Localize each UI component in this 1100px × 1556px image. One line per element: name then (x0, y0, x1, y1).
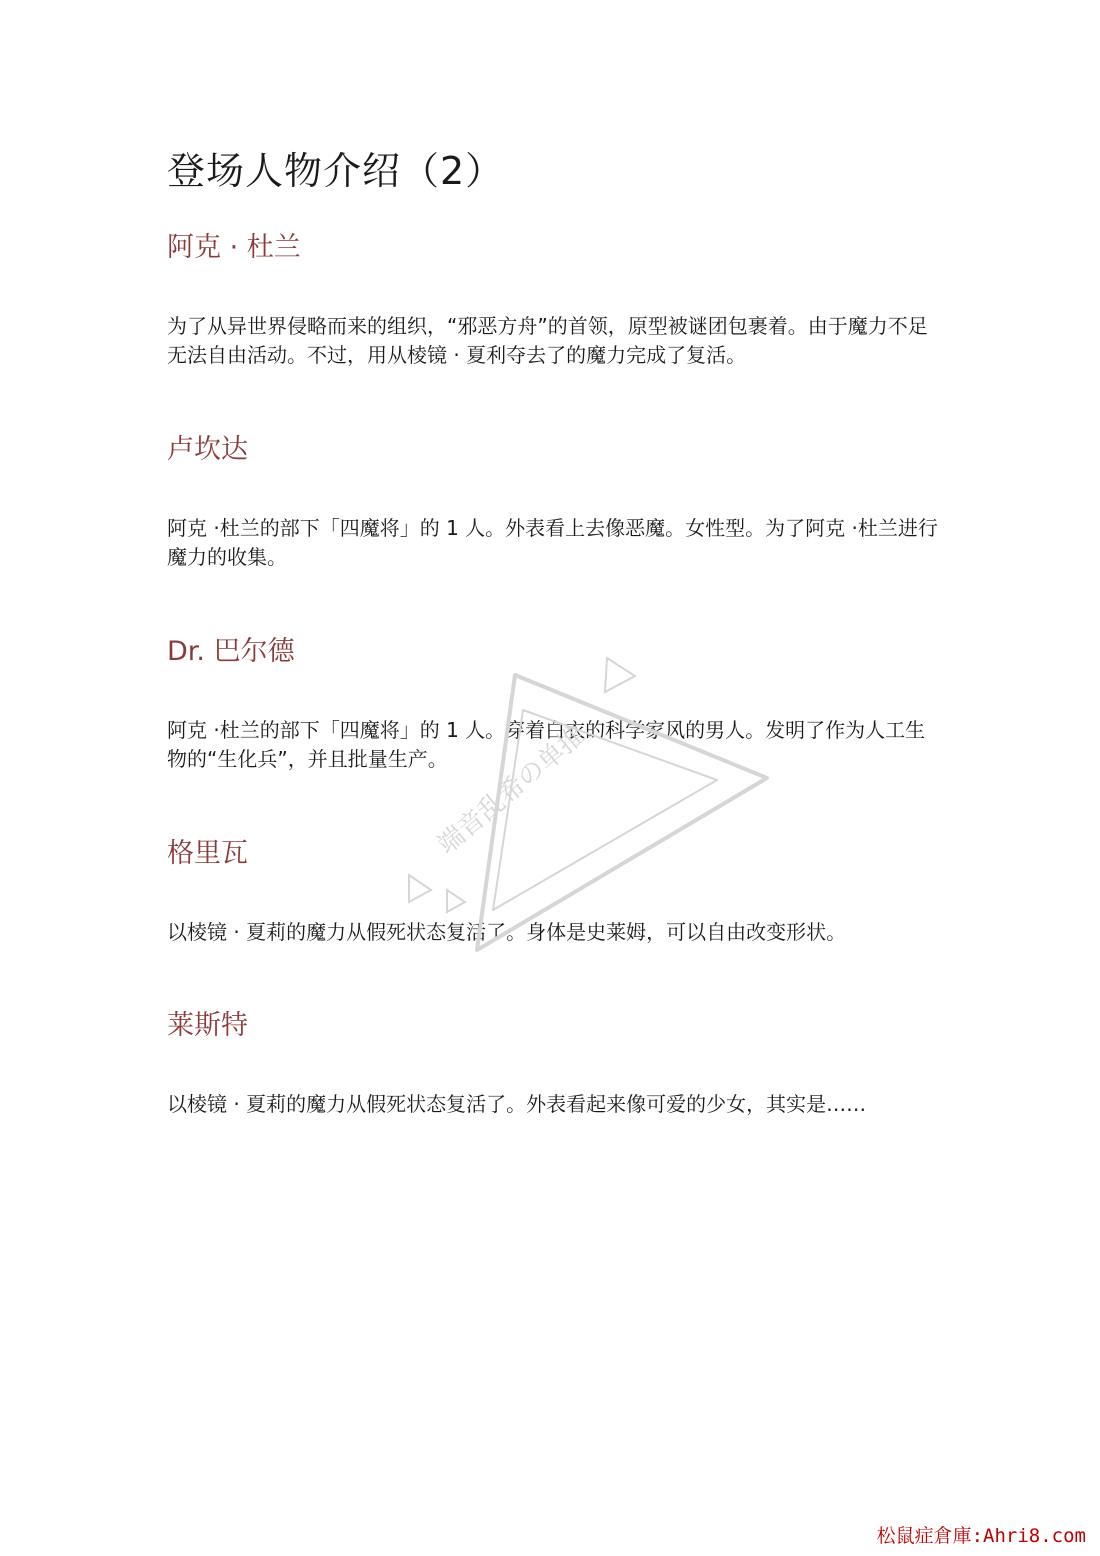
character-entry-2 (167, 432, 942, 572)
character-entry-1 (167, 230, 942, 370)
character-description: 以棱镜 · 夏莉的魔力从假死状态复活了。身体是史莱姆，可以自由改变形状。 (167, 920, 847, 944)
character-name: 卢坎达 (167, 434, 248, 465)
watermark-text: 端音乱希の单推 (432, 720, 591, 861)
character-description: 以棱镜 · 夏莉的魔力从假死状态复活了。外表看起来像可爱的少女，其实是…… (167, 1092, 867, 1116)
character-name: 格里瓦 (167, 838, 248, 869)
character-name: 阿克 · 杜兰 (167, 232, 301, 263)
character-entry-4 (167, 836, 942, 947)
footer-site-mark: 松鼠症倉庫:Ahri8.com (876, 1525, 1086, 1547)
character-name: Dr. 巴尔德 (167, 636, 295, 667)
character-entry-3 (167, 634, 942, 774)
character-description: 为了从异世界侵略而来的组织，“邪恶方舟”的首领，原型被谜团包裹着。由于魔力不足无法自由活动。不过，用从棱镜 · 夏利夺去了的魔力完成了复活。 (167, 314, 928, 367)
character-description: 阿克 ·杜兰的部下「四魔将」的 1 人。外表看上去像恶魔。女性型。为了阿克 ·杜兰进行魔力的收集。 (167, 516, 938, 569)
character-description: 阿克 ·杜兰的部下「四魔将」的 1 人。穿着白衣的科学家风的男人。发明了作为人工生物的“生化兵”，并且批量生产。 (167, 718, 926, 771)
character-entry-5 (167, 1008, 942, 1119)
page-title: 登场人物介绍（2） (167, 149, 505, 193)
character-name: 莱斯特 (167, 1010, 248, 1041)
